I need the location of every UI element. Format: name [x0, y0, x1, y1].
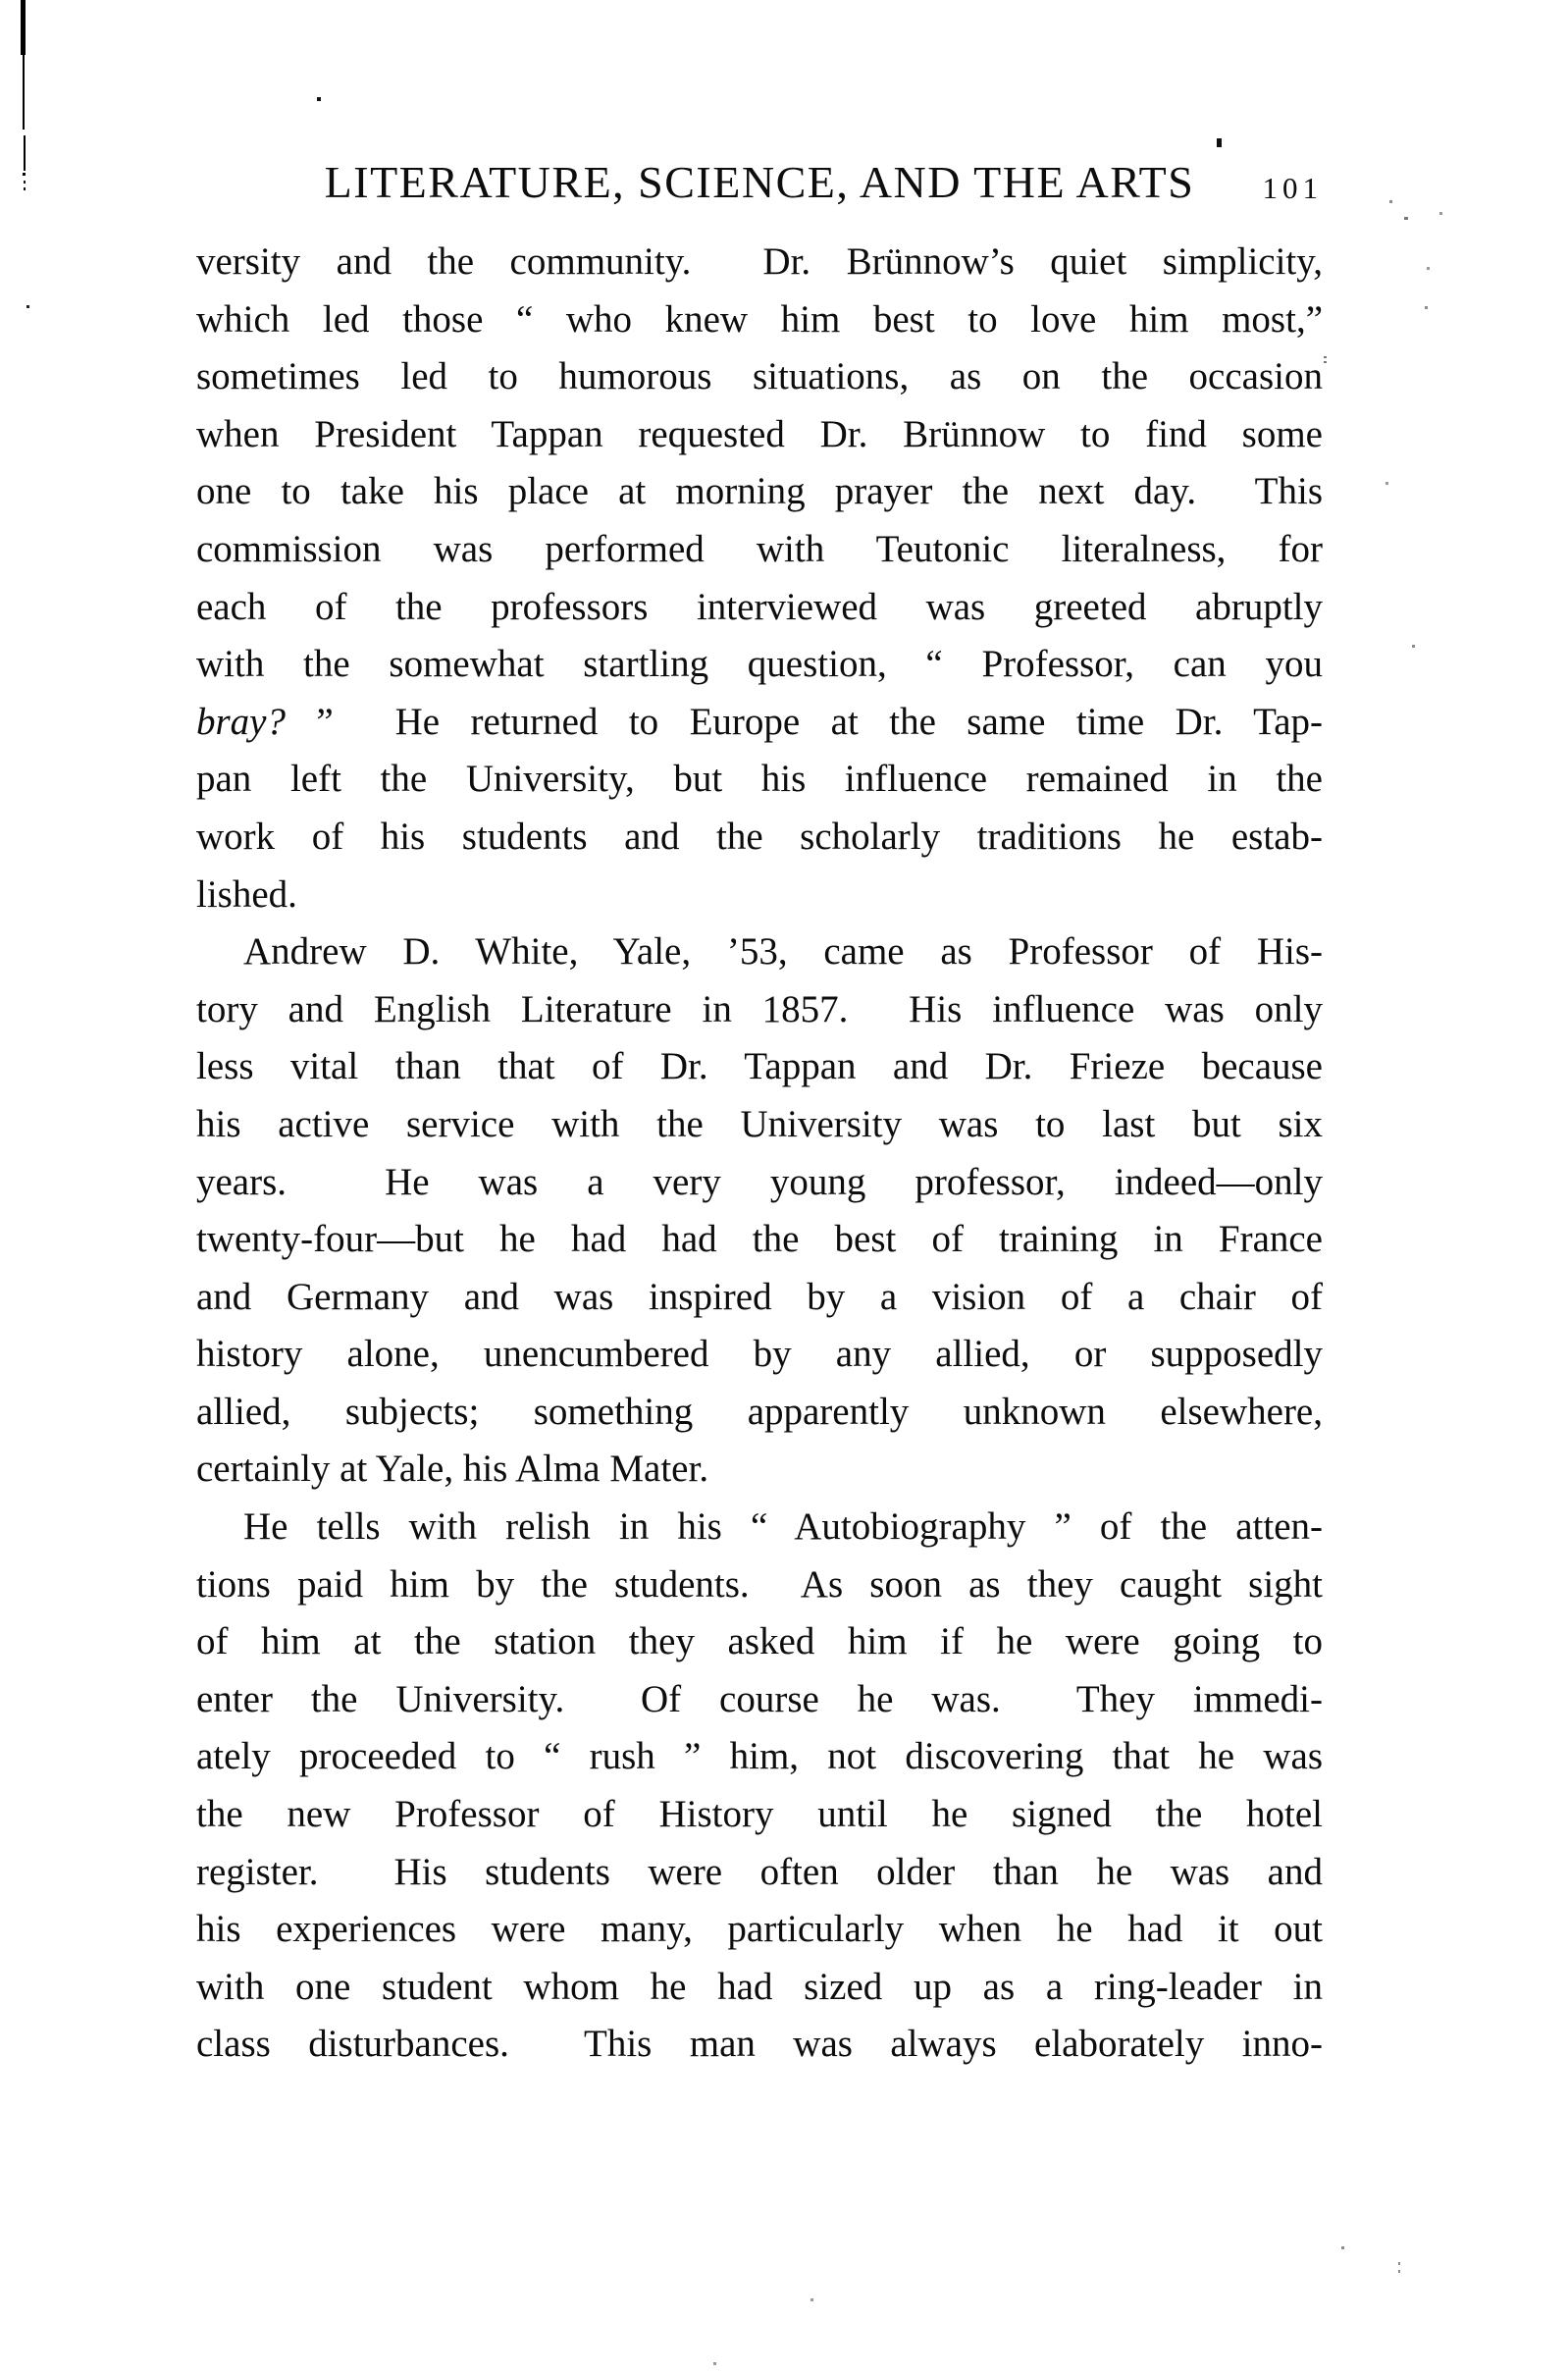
text-segment: work of his students and the scholarly traditions he estab- — [196, 815, 1323, 858]
text-line — [196, 1096, 1323, 1154]
scan-gutter-line — [24, 135, 26, 171]
scan-speck — [1324, 361, 1327, 363]
scan-speck — [23, 173, 26, 176]
text-line — [196, 636, 1323, 694]
text-segment: years. He was a very young professor, indeed—only — [196, 1160, 1323, 1203]
text-line — [196, 923, 1323, 981]
text-segment: his experiences were many, particularly when he had it out — [196, 1908, 1323, 1951]
text-line — [196, 1556, 1323, 1614]
italic-text: bray? — [196, 700, 317, 743]
text-segment: He tells with relish in his “ Autobiography ” of the atten- — [243, 1505, 1323, 1549]
text-segment: history alone, unencumbered by any allied, or supposedly — [196, 1333, 1323, 1376]
text-line — [196, 2016, 1323, 2074]
text-line — [196, 521, 1323, 579]
scan-speck — [713, 2362, 716, 2365]
scan-speck — [24, 187, 26, 190]
text-segment: ately proceeded to “ rush ” him, not discovering that he was — [196, 1735, 1323, 1778]
scan-speck — [1389, 200, 1392, 203]
text-line — [196, 1499, 1323, 1556]
text-line — [196, 981, 1323, 1039]
text-segment: allied, subjects; something apparently unknown elsewhere, — [196, 1390, 1323, 1433]
scan-speck — [1425, 306, 1428, 309]
text-line — [196, 1671, 1323, 1729]
text-segment: tory and English Literature in 1857. His influence was only — [196, 987, 1323, 1030]
scan-speck — [1439, 212, 1442, 215]
text-segment: less vital than that of Dr. Tappan and Dr. Frieze because — [196, 1045, 1323, 1088]
text-line — [196, 1786, 1323, 1844]
scan-speck — [1385, 482, 1388, 485]
text-segment: with one student whom he had sized up as a ring-leader in — [196, 1965, 1323, 2008]
text-line — [196, 1384, 1323, 1442]
text-line — [196, 1901, 1323, 1959]
text-line — [196, 1211, 1323, 1269]
scan-speck — [1398, 2270, 1400, 2273]
text-segment: sometimes led to humorous situations, as on the occasion — [196, 355, 1323, 398]
text-line — [196, 751, 1323, 809]
text-line — [196, 867, 1323, 924]
scan-speck — [1412, 645, 1415, 648]
text-line — [196, 406, 1323, 464]
running-header — [196, 157, 1323, 208]
paragraph — [196, 234, 1323, 923]
page-number: 101 — [1262, 171, 1323, 205]
text-line — [196, 694, 1323, 752]
text-line — [196, 1728, 1323, 1786]
text-segment: enter the University. Of course he was. They immedi- — [196, 1677, 1323, 1720]
text-line — [196, 1441, 1323, 1499]
text-segment: certainly at Yale, his Alma Mater. — [196, 1448, 709, 1491]
text-segment: and Germany and was inspired by a vision of a chair of — [196, 1275, 1323, 1318]
text-line — [196, 809, 1323, 867]
scan-speck — [1324, 356, 1327, 358]
scan-speck — [26, 305, 29, 308]
scan-speck — [24, 181, 26, 184]
scan-speck — [1404, 217, 1408, 220]
body-text — [196, 234, 1323, 2074]
text-segment: commission was performed with Teutonic literalness, for — [196, 527, 1323, 570]
text-segment: lished. — [196, 872, 297, 916]
text-segment: Andrew D. White, Yale, ’53, came as Professor of His- — [243, 930, 1323, 974]
paragraph — [196, 1499, 1323, 2074]
text-line — [196, 1844, 1323, 1902]
text-line — [196, 1269, 1323, 1327]
text-line — [196, 1959, 1323, 2017]
paragraph — [196, 923, 1323, 1499]
scan-speck — [1217, 138, 1222, 147]
text-line — [196, 1154, 1323, 1212]
running-header-title: LITERATURE, SCIENCE, AND THE ARTS — [324, 157, 1195, 207]
text-line — [196, 234, 1323, 291]
text-segment: twenty-four—but he had had the best of training in France — [196, 1218, 1323, 1261]
scan-gutter-line — [21, 0, 26, 55]
text-line — [196, 348, 1323, 406]
text-segment: register. His students were often older than he was and — [196, 1850, 1323, 1893]
scan-gutter-line — [23, 53, 25, 130]
text-segment: the new Professor of History until he signed the hotel — [196, 1793, 1323, 1836]
text-line — [196, 291, 1323, 349]
text-line — [196, 1613, 1323, 1671]
text-segment: his active service with the University was to last but six — [196, 1102, 1323, 1145]
text-segment: class disturbances. This man was always elaborately inno- — [196, 2023, 1323, 2066]
scan-speck — [810, 2298, 813, 2301]
scan-speck — [1427, 267, 1430, 270]
text-segment: when President Tappan requested Dr. Brünnow to find some — [196, 412, 1323, 455]
text-segment: of him at the station they asked him if he were going to — [196, 1620, 1323, 1663]
text-segment: versity and the community. Dr. Brünnow’s quiet simplicity, — [196, 240, 1323, 283]
text-line — [196, 463, 1323, 521]
text-segment: one to take his place at morning prayer the next day. This — [196, 470, 1323, 513]
scan-speck — [317, 97, 321, 101]
text-segment: which led those “ who knew him best to love him most,” — [196, 297, 1323, 341]
text-segment: pan left the University, but his influence remained in the — [196, 758, 1323, 801]
text-segment: each of the professors interviewed was greeted abruptly — [196, 585, 1323, 628]
text-segment: tions paid him by the students. As soon as they caught sight — [196, 1562, 1323, 1606]
text-line — [196, 579, 1323, 637]
text-line — [196, 1326, 1323, 1384]
text-segment: ” He returned to Europe at the same time Dr. Tap- — [316, 700, 1323, 743]
scan-speck — [1398, 2262, 1400, 2265]
scan-speck — [1341, 2246, 1344, 2249]
text-segment: with the somewhat startling question, “ Professor, can you — [196, 643, 1323, 686]
text-line — [196, 1038, 1323, 1096]
